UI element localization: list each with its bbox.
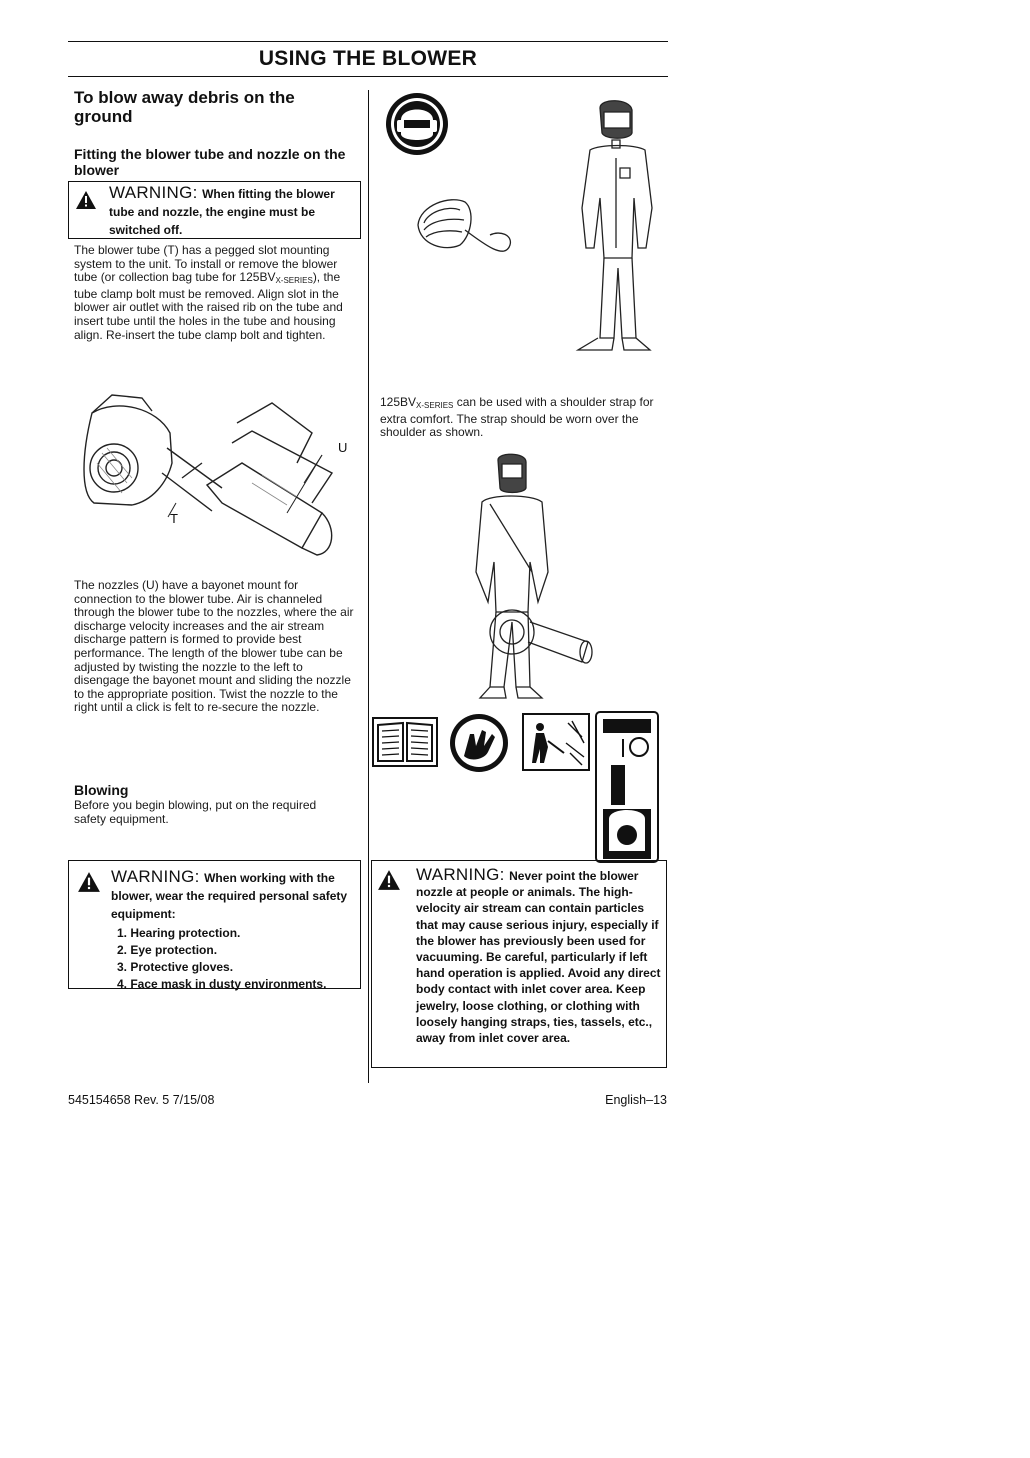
warning-text: Never point the blower nozzle at people or animals. The high-velocity air stream can contain particles that may cause serious injury, especially if the blower has previously been used for vacuuming. Be careful, particularly if left hand operation is applied. Avoid any direct body contact with inlet cover area. Keep jewelry, loose clothing, or clothing with loosely hanging straps, ties, tassels, etc., away from inlet cover area. — [416, 869, 661, 1046]
ppe-item: 1. Hearing protection. — [117, 926, 241, 940]
footer-page-number: English–13 — [605, 1093, 667, 1107]
warning-triangle-icon — [77, 871, 101, 893]
warning-label: WARNING: — [109, 183, 198, 202]
header-bottom-rule — [68, 76, 668, 77]
model-series-sub: X-SERIES — [416, 401, 454, 410]
warning-triangle-icon — [75, 190, 97, 210]
warning-box-nozzle — [371, 860, 667, 1068]
figure-label-t: T — [170, 511, 178, 526]
ppe-item: 2. Eye protection. — [117, 943, 218, 957]
paragraph-text-a: The blower tube (T) has a pegged slot mounting system to the unit. To install or remove the blower tube (or collection bag tube for 125BV — [74, 243, 338, 285]
manual-book-icon — [372, 717, 438, 767]
blowing-heading: Blowing — [74, 782, 129, 798]
blowing-text: Before you begin blowing, put on the required safety equipment. — [74, 798, 317, 826]
warning-box-ppe — [68, 860, 361, 989]
header-top-rule — [68, 41, 668, 42]
warning-label: WARNING: — [416, 865, 505, 884]
hazard-distance-icon — [522, 713, 590, 771]
strap-text-b: can be used with a shoulder strap for extra comfort. The strap should be worn over the shoulder as shown. — [380, 395, 654, 440]
page-title: USING THE BLOWER — [258, 47, 478, 70]
warning-text: When fitting the blower tube and nozzle, the engine must be switched off. — [109, 187, 335, 237]
safety-decal-icon — [595, 711, 659, 863]
gloves-icon — [448, 712, 510, 774]
operator-with-blower-illustration — [460, 452, 610, 710]
blower-tube-illustration — [72, 393, 362, 573]
ear-eye-protection-icon — [383, 90, 451, 158]
ppe-item: 3. Protective gloves. — [117, 960, 234, 974]
subsection-heading: Fitting the blower tube and nozzle on the blower — [74, 146, 346, 178]
warning-box-fitting — [68, 181, 361, 239]
figure-label-u: U — [338, 440, 348, 455]
strap-paragraph — [380, 396, 665, 440]
ppe-item: 4. Face mask in dusty environments. — [117, 977, 327, 991]
ppe-list — [111, 925, 357, 993]
face-mask-icon — [410, 190, 520, 270]
strap-text-a: 125BV — [380, 395, 417, 409]
footer-doc-id: 545154658 Rev. 5 7/15/08 — [68, 1093, 215, 1107]
warning-text: When working with the blower, wear the required personal safety equipment: — [111, 871, 348, 921]
operator-figure-icon — [560, 98, 670, 368]
section-heading: To blow away debris on the ground — [74, 88, 295, 126]
paragraph-text-b: ), the tube clamp bolt must be removed. Align slot in the blower air outlet with the raised rib on the tube and insert tube until the holes in the tube and housing align. Re-insert the tube clamp bolt and tighten. — [74, 270, 343, 342]
model-series-sub: X-SERIES — [275, 276, 313, 286]
warning-triangle-icon — [377, 869, 401, 891]
column-divider — [368, 90, 369, 1083]
paragraph-tube-mounting — [74, 244, 354, 342]
paragraph-nozzles: The nozzles (U) have a bayonet mount for connection to the blower tube. Air is channeled through the blower tube to the nozzles, where the air discharge velocity increases and the air stream discharge pattern is formed to provide best performance. The length of the blower tube can be adjusted by twisting the nozzle to the left to disengage the bayonet mount and sliding the nozzle to the appropriate position. Twist the nozzle to the right until a click is felt to re-secure the nozzle. — [74, 578, 354, 715]
warning-label: WARNING: — [111, 867, 200, 886]
